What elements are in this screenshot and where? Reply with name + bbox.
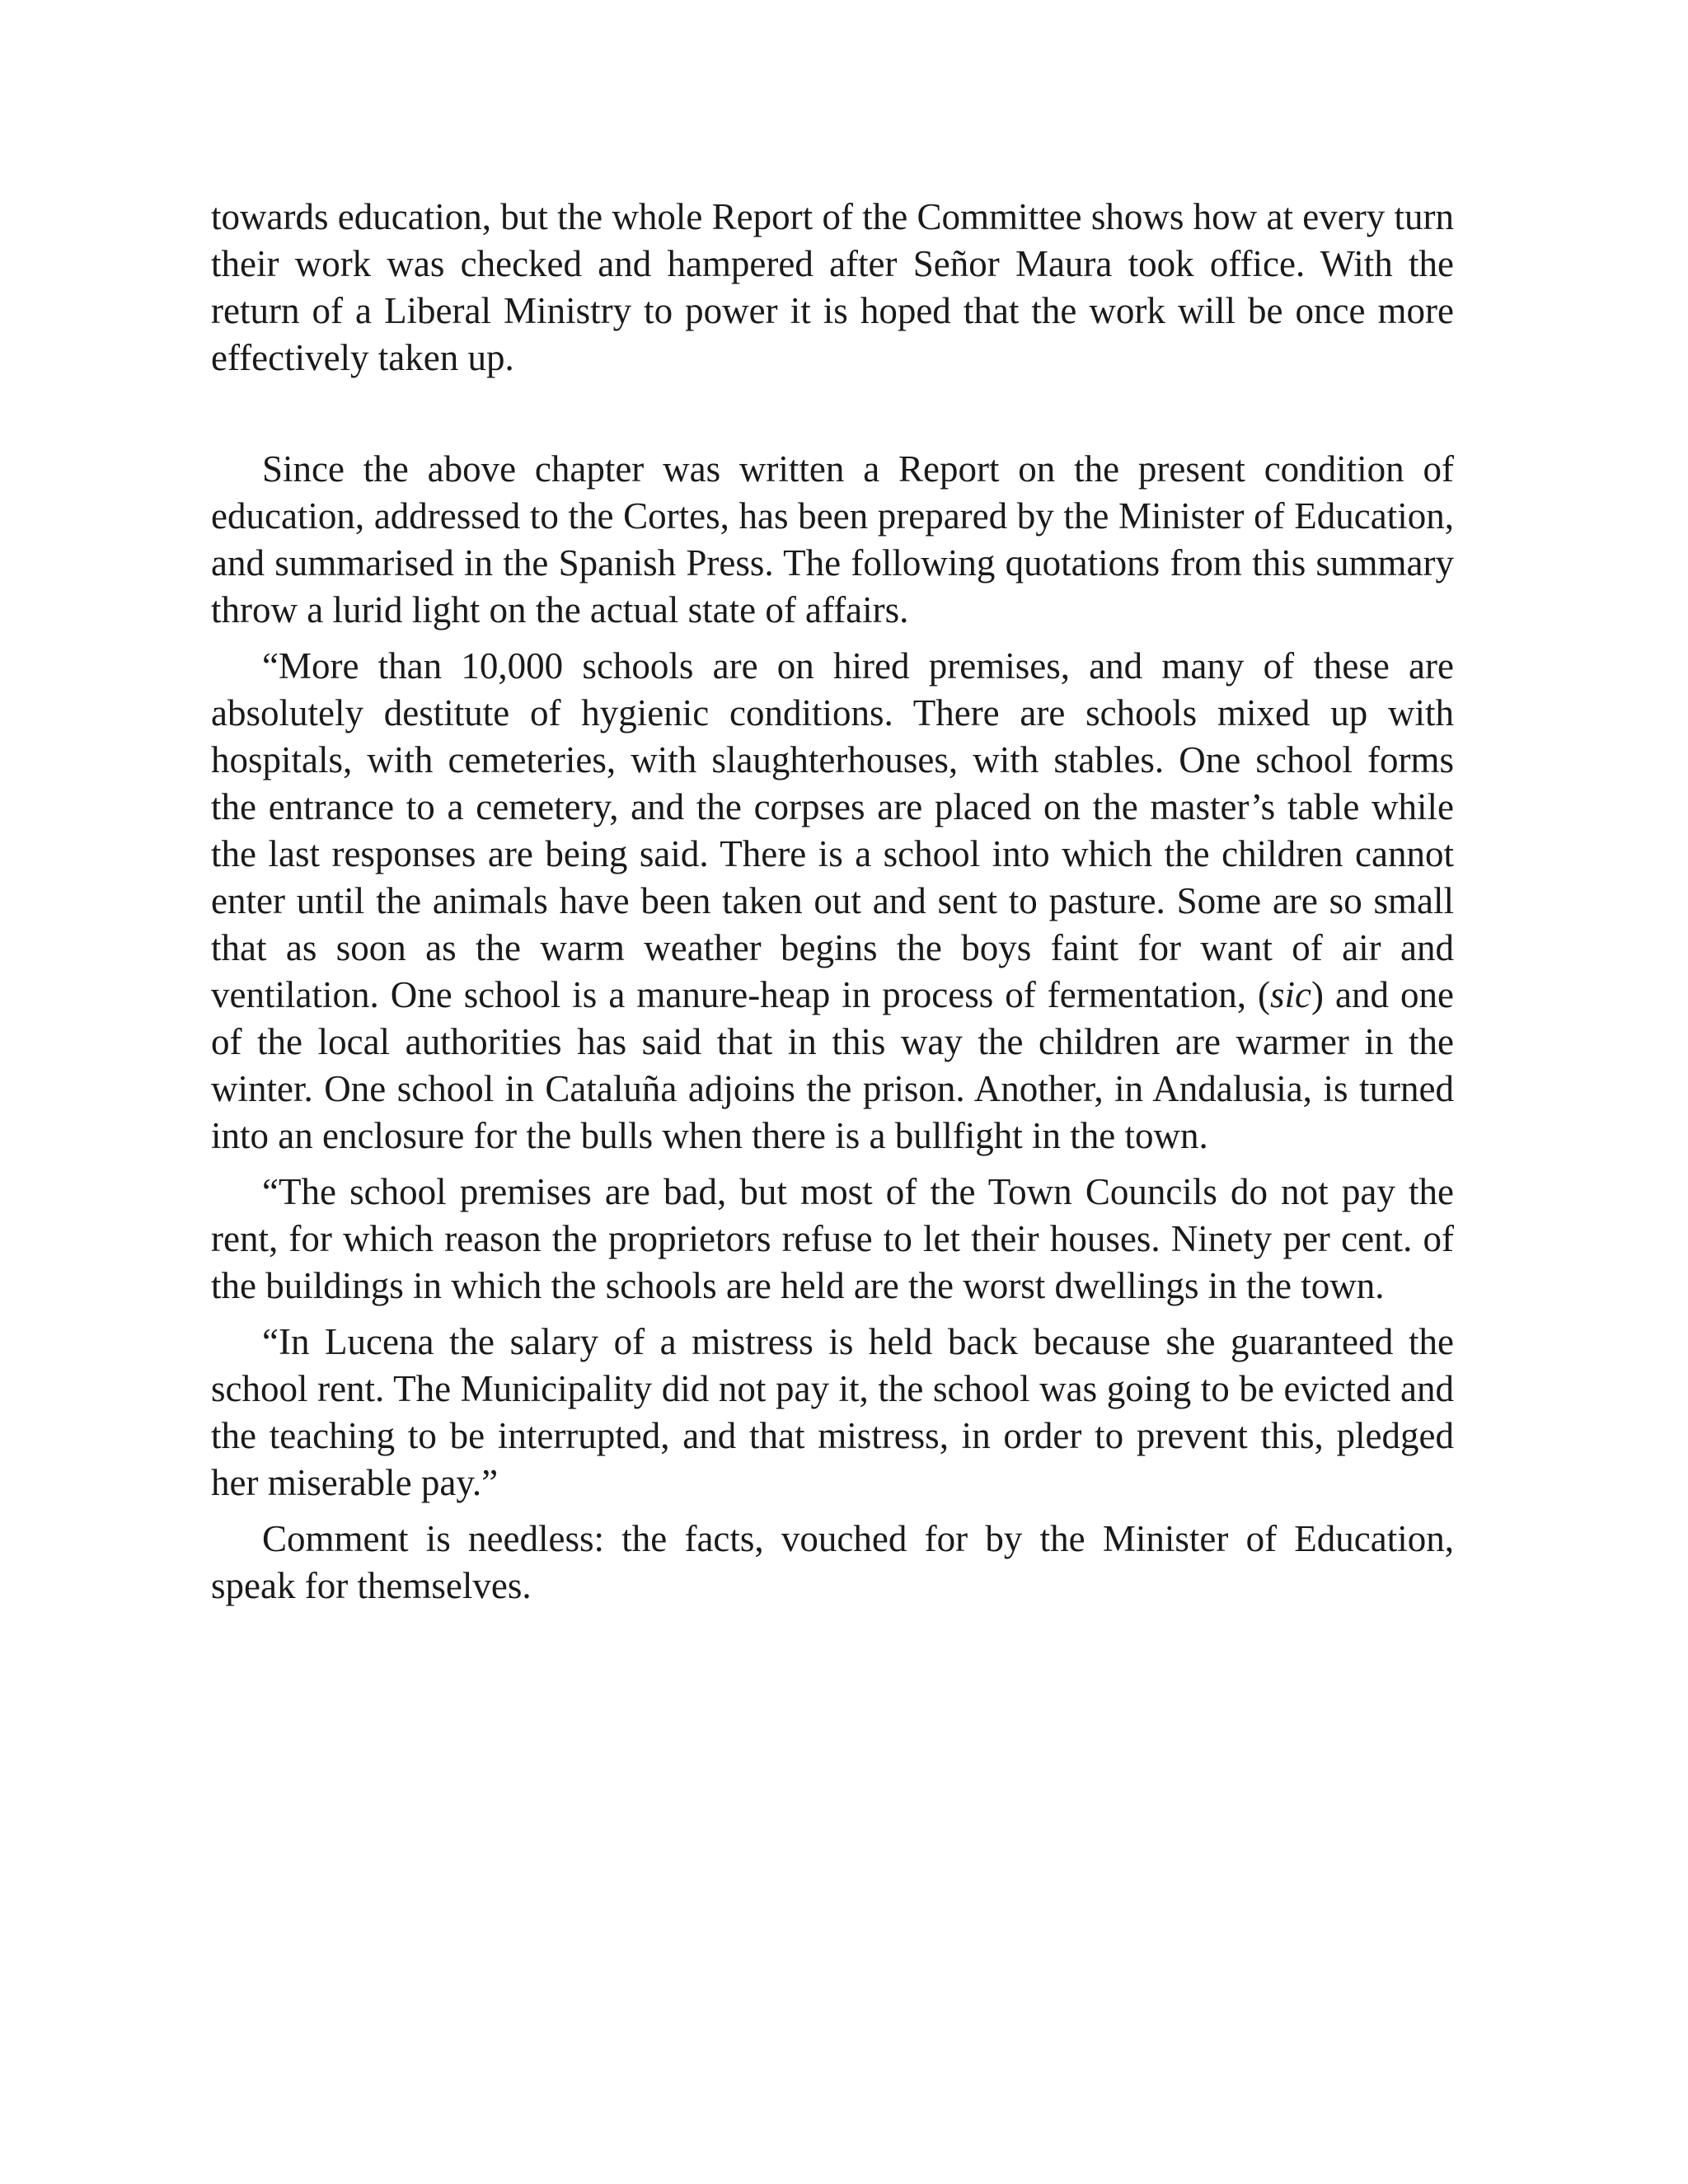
paragraph-report-intro: Since the above chapter was written a Report on the present condition of education, addressed to the Cortes, has been prepared by the Minister of Education, and summarised in the Spanish Press. The following quotations from this summary throw a lurid light on the actual state of affairs. — [211, 448, 1454, 630]
sic-italic: sic — [1269, 974, 1311, 1015]
quotation-text-end: ) and one of the local authorities has said that in this way the children are warmer in the winter. One school in Cataluña adjoins the prison. Another, in Andalusia, is turned into an enclosure for the bulls when there is a bullfight in the town. — [211, 974, 1454, 1156]
paragraph-comment: Comment is needless: the facts, vouched for by the Minister of Education, speak for themselves. — [211, 1518, 1454, 1606]
postscript-section — [211, 446, 1454, 1610]
continuation-section — [211, 194, 1454, 382]
continuation-paragraph: towards education, but the whole Report of the Committee shows how at every turn their work was checked and hampered after Señor Maura took office. With the return of a Liberal Ministry to power it is hoped that the work will be once more effectively taken up. — [211, 196, 1454, 378]
paragraph-lucena-quotation: “In Lucena the salary of a mistress is held back because she guaranteed the school rent. The Municipality did not pay it, the school was going to be evicted and the teaching to be interrupted, and that mistress, in order to prevent this, pledged her miserable pay.” — [211, 1321, 1454, 1503]
paragraph-premises-quotation: “The school premises are bad, but most of the Town Councils do not pay the rent, for which reason the proprietors refuse to let their houses. Ninety per cent. of the buildings in which the schools are held are the worst dwellings in the town. — [211, 1171, 1454, 1306]
quotation-text-start: “More than 10,000 schools are on hired premises, and many of these are absolutely destitute of hygienic conditions. There are schools mixed up with hospitals, with cemeteries, with slaughterhouses, with stables. One school forms the entrance to a cemetery, and the corpses are placed on the master’s table while the last responses are being said. There is a school into which the children cannot enter until the animals have been taken out and sent to pasture. Some are so small that as soon as the warm weather begins the boys faint for want of air and ventilation. One school is a manure-heap in process of fermentation, ( — [211, 645, 1454, 1015]
paragraph-schools-quotation — [211, 643, 1454, 1160]
